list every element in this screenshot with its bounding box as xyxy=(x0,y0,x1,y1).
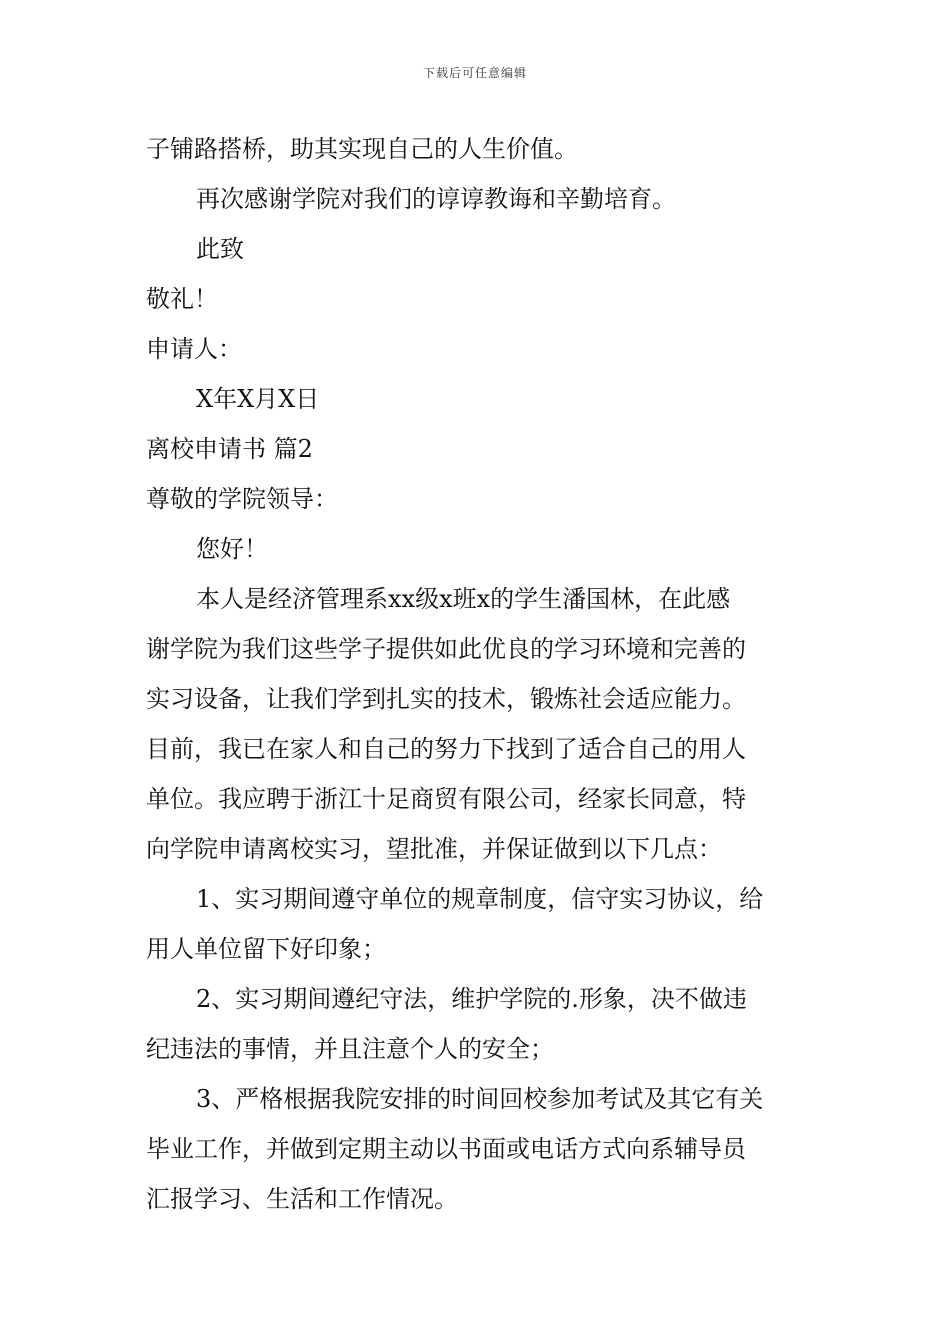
text-line: 向学院申请离校实习，望批准，并保证做到以下几点： xyxy=(146,835,722,863)
text-line: 实习设备，让我们学到扎实的技术，锻炼社会适应能力。 xyxy=(146,685,746,713)
list-item-1: 1、实习期间遵守单位的规章制度，信守实习协议，给 xyxy=(196,885,764,913)
list-item-3: 3、严格根据我院安排的时间回校参加考试及其它有关 xyxy=(196,1085,764,1113)
text-line: 单位。我应聘于浙江十足商贸有限公司，经家长同意，特 xyxy=(146,785,746,813)
applicant-label: 申请人： xyxy=(146,335,242,363)
text-line: 再次感谢学院对我们的谆谆教诲和辛勤培育。 xyxy=(196,185,676,213)
text-line: 谢学院为我们这些学子提供如此优良的学习环境和完善的 xyxy=(146,635,746,663)
salutation: 尊敬的学院领导： xyxy=(146,485,338,513)
section-title: 离校申请书 篇2 xyxy=(146,435,313,463)
text-line: 汇报学习、生活和工作情况。 xyxy=(146,1185,458,1213)
text-line: 纪违法的事情，并且注意个人的安全； xyxy=(146,1035,554,1063)
page-header: 下载后可任意编辑 xyxy=(422,66,527,80)
text-line: 用人单位留下好印象； xyxy=(146,935,386,963)
text-line: 本人是经济管理系xx级x班x的学生潘国林，在此感 xyxy=(196,585,731,613)
list-item-2: 2、实习期间遵纪守法，维护学院的.形象，决不做违 xyxy=(196,985,747,1013)
text-line: 目前，我已在家人和自己的努力下找到了适合自己的用人 xyxy=(146,735,746,763)
text-line: 毕业工作，并做到定期主动以书面或电话方式向系辅导员 xyxy=(146,1135,746,1163)
date-line: X年X月X日 xyxy=(196,385,320,413)
document-body xyxy=(146,124,811,1224)
text-line: 子铺路搭桥，助其实现自己的人生价值。 xyxy=(146,135,578,163)
closing-respect: 敬礼！ xyxy=(146,285,218,313)
closing-salutation: 此致 xyxy=(196,235,244,263)
greeting: 您好！ xyxy=(196,535,268,563)
